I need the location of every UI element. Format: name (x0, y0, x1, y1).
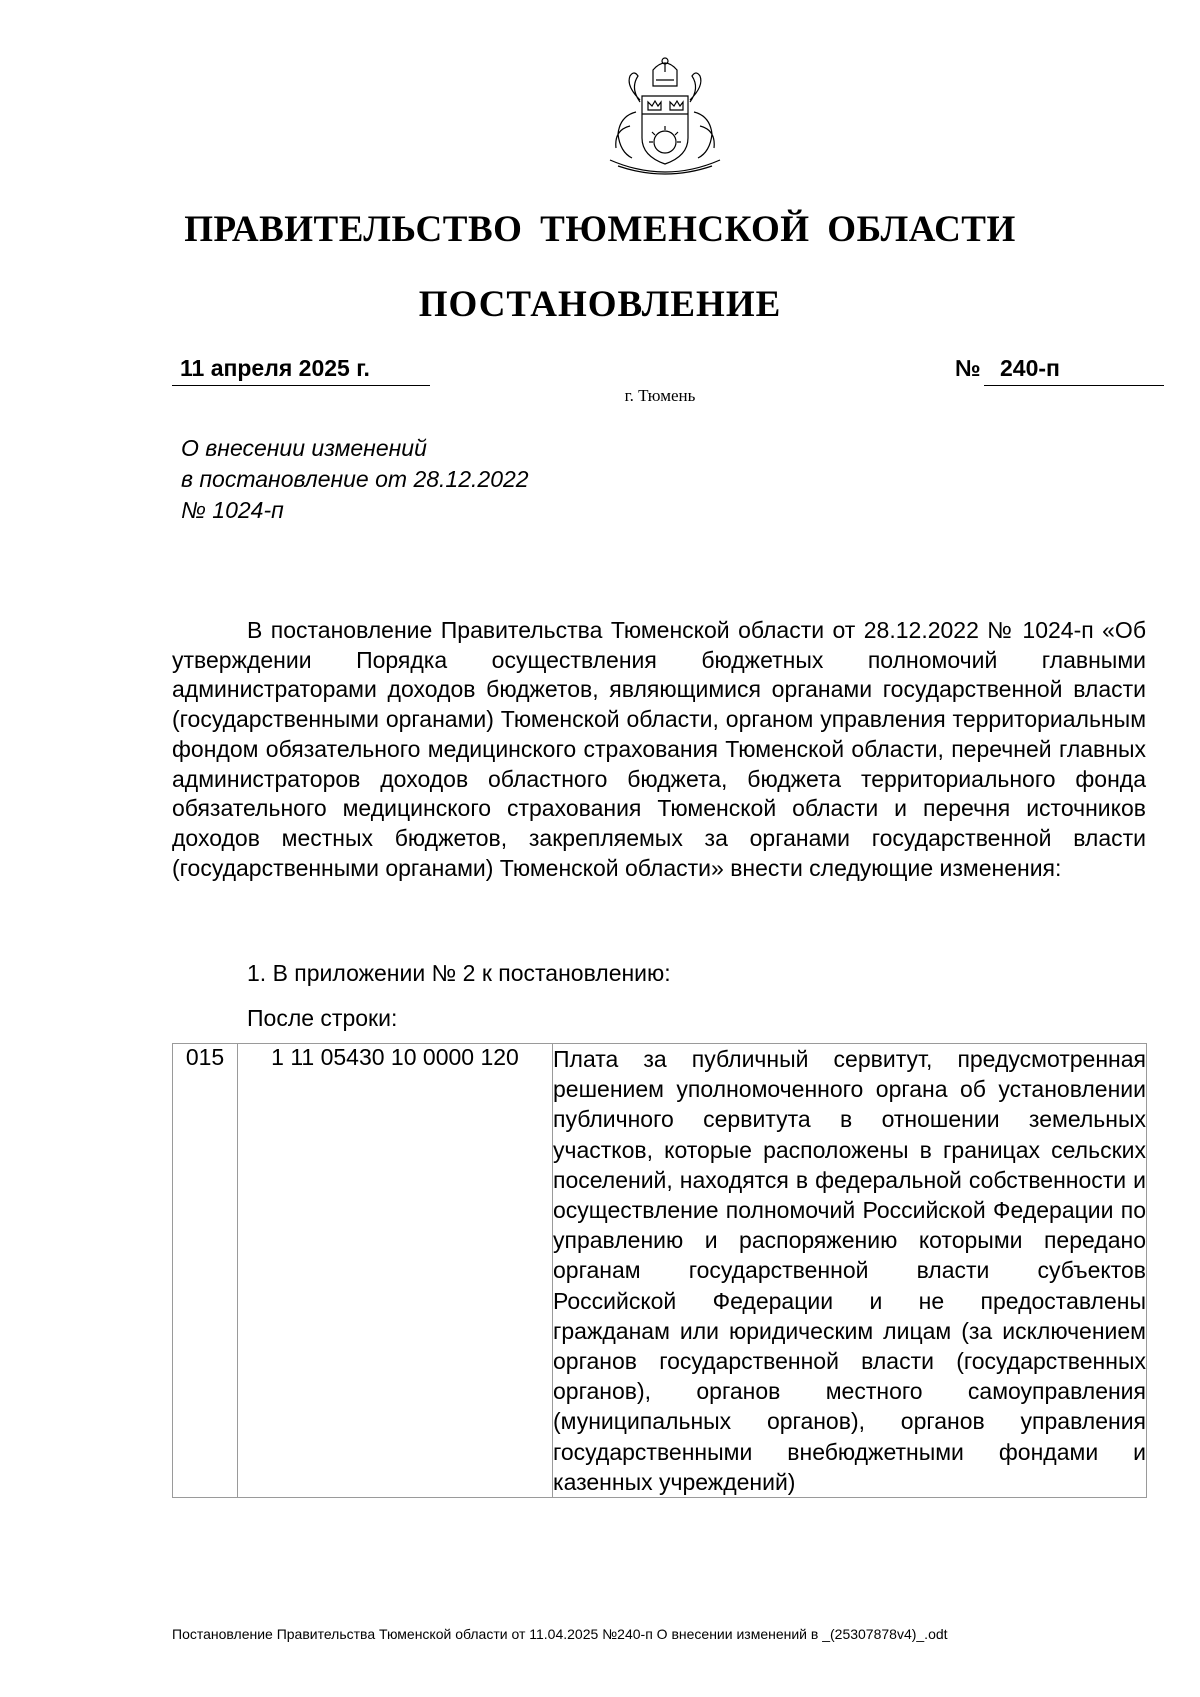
description-cell: Плата за публичный сервитут, предусмотренная решением уполномоченного органа об установлении публичного сервитута в отношении земельных участков, которые расположены в границах сельских поселений, находятся в федеральной собственности и осуществление полномочий Российской Федерации по управлению и распоряжению которыми передано органам государственной власти субъектов Российской Федерации и не предоставлены гражданам или юридическим лицам (за исключением органов государственной власти (государственных органов), органов местного самоуправления (муниципальных органов), органов управления государственными внебюджетными фондами и казенных учреждений) (553, 1044, 1147, 1498)
document-date: 11 апреля 2025 г. (172, 355, 430, 386)
item-1: 1. В приложении № 2 к постановлению: (247, 960, 671, 986)
number-sign: № (955, 355, 981, 381)
table-row (173, 1044, 1147, 1498)
admin-code-cell: 015 (173, 1044, 238, 1498)
authority-title: ПРАВИТЕЛЬСТВО ТЮМЕНСКОЙ ОБЛАСТИ (184, 209, 1016, 250)
subject-line: О внесении изменений (181, 435, 427, 461)
document-subject (181, 433, 529, 526)
city: г. Тюмень (624, 386, 696, 405)
document-type: ПОСТАНОВЛЕНИЕ (418, 284, 782, 325)
footer-filename: Постановление Правительства Тюменской области от 11.04.2025 №240-п О внесении изменений в _(25307878v4)_.odt (172, 1626, 948, 1642)
after-row-label: После строки: (247, 1005, 398, 1031)
kbk-cell: 1 11 05430 10 0000 120 (238, 1044, 553, 1498)
subject-line: в постановление от 28.12.2022 (181, 466, 529, 492)
income-table (172, 1043, 1147, 1498)
tyumen-coat-of-arms-icon (590, 56, 740, 181)
body-paragraph: В постановление Правительства Тюменской области от 28.12.2022 № 1024-п «Об утверждении Порядка осуществления бюджетных полномочий главными администраторами доходов бюджетов, являющимися органами государственной власти (государственными органами) Тюменской области, органом управления территориальным фондом обязательного медицинского страхования Тюменской области, перечней главных администраторов доходов областного бюджета, бюджета территориального фонда обязательного медицинского страхования Тюменской области и перечня источников доходов местных бюджетов, закрепляемых за органами государственной власти (государственными органами) Тюменской области» внести следующие изменения: (172, 617, 1146, 881)
subject-line: № 1024-п (181, 497, 284, 523)
number-value: 240-п (984, 355, 1164, 386)
